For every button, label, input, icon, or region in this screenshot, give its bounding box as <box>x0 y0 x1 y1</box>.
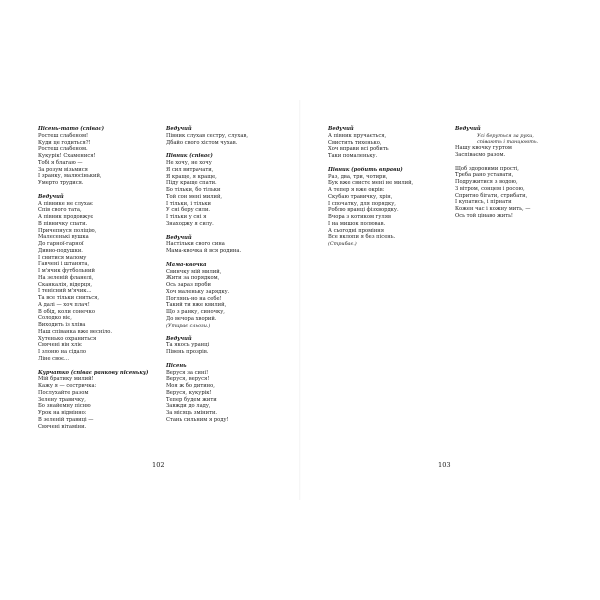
verse-block <box>166 262 284 329</box>
verse-line: Завжди до ладу, <box>166 403 211 410</box>
stage-direction: (Стрибає.) <box>328 241 357 247</box>
verse-line: У сні беру сили. <box>166 207 211 214</box>
verse-line: Мама-квочка й вся родина. <box>166 248 242 254</box>
verse-line: І на мишок полював. <box>328 220 386 227</box>
verse-line: А сьогодні проміння <box>328 227 385 234</box>
verse-line: Свячені вітаміни. <box>38 423 87 430</box>
verse-line: Та якось уранці <box>166 342 210 349</box>
verse-line: Свячені він хліє <box>38 342 82 349</box>
verse-line: В обід, коли сонечко <box>38 308 95 315</box>
verse-line: Солодко віє, <box>38 315 72 322</box>
verse-line: І спочатку, для порядку, <box>328 200 396 207</box>
verse-line: Куди це годиться?! <box>38 139 91 146</box>
verse-line: Хоч вправи всі робить <box>328 146 389 153</box>
verse-block <box>455 166 573 220</box>
verse-line: Бук вже свистє мені не милий, <box>328 180 414 187</box>
verse-line: В півничку спати. <box>38 220 88 227</box>
verse-line: А півнике не слухає <box>38 200 93 207</box>
verse-block <box>166 235 284 255</box>
verse-line: Сканкалія, відерця, <box>38 281 93 288</box>
verse-block <box>166 363 284 424</box>
verse-block <box>328 126 446 160</box>
verse-line: Бо тільки, бо тільки <box>166 187 221 193</box>
verse-line: Дивно-подушки. <box>38 247 83 254</box>
verse-line: Тобі я благаю — <box>38 159 83 166</box>
verse-line: Вчора з котиком гуляв <box>328 214 391 220</box>
verse-line: Скубаю травичку, хрін, <box>328 193 393 200</box>
verse-line: А далі — хоч плач! <box>38 301 90 308</box>
verse-line: Ось зараз проби <box>166 282 211 288</box>
right-column-1 <box>328 126 446 254</box>
verse-block <box>38 370 156 431</box>
verse-line: Стань сильним я роду! <box>166 416 229 423</box>
verse-line: Наш співанка вже весніло. <box>38 328 113 335</box>
verse-line: Мій братику милий! <box>38 376 94 383</box>
verse-line: До вечора хворий. <box>166 315 217 322</box>
verse-block <box>166 336 284 356</box>
verse-line: Спів свого тата, <box>38 207 82 214</box>
verse-line: Нашу квочку гуртом <box>455 145 512 152</box>
speaker-name: Курчатко (співає ранкову пісеньку) <box>38 369 149 376</box>
verse-line: Знаходжу я силу. <box>166 220 214 227</box>
verse-line: Свинчку мій милий, <box>166 268 222 275</box>
speaker-name: Ведучий <box>328 126 354 132</box>
verse-line: Веруся, веруся! <box>166 376 210 383</box>
stage-direction: співають і танцюють. <box>477 138 539 145</box>
verse-line: В зеленій травиці — <box>38 416 94 423</box>
verse-line: І злоню на сідало <box>38 349 87 355</box>
left-column-1 <box>38 126 156 437</box>
verse-line: Кожен час і кожну мить, — <box>455 206 531 213</box>
verse-line: З вітром, сонцем і росою, <box>455 185 525 192</box>
verse-line: Не хочу, не хочу <box>166 160 212 166</box>
page-number-right: 103 <box>438 461 451 469</box>
verse-line: Послухайте разом <box>38 389 89 396</box>
stage-direction: (Утирає сльози.) <box>166 322 211 329</box>
speaker-name: Ведучий <box>166 126 192 132</box>
verse-line: За розум візьмися <box>38 166 88 173</box>
verse-line: Кажу я — сестричка: <box>38 383 97 389</box>
verse-line: Гавчені і штанята, <box>38 261 90 268</box>
verse-line: І зранку, малюсінький, <box>38 173 102 180</box>
verse-line: Зелену травичку, <box>38 396 86 403</box>
verse-line: Щоб здоровими прості, <box>455 165 519 172</box>
verse-line: Спритно бігати, стрибати, <box>455 192 528 199</box>
verse-line: За місяць змінити. <box>166 410 218 417</box>
verse-line: Малесенькі вушка <box>38 234 89 241</box>
verse-line: Ростеш слабеном! <box>38 132 89 139</box>
verse-line: Я сил витрачати, <box>166 166 214 173</box>
verse-line: Свистить тихенько, <box>328 139 382 146</box>
speaker-name: Ведучий <box>166 234 192 241</box>
verse-line: Півник слухав сестру, слухав, <box>166 132 249 139</box>
verse-line: Жити за порядком, <box>166 275 220 282</box>
verse-line: Раз, два, три, чотири, <box>328 173 388 180</box>
verse-line: Заспіваємо разом. <box>455 151 506 158</box>
verse-line: Бо знайемну пісню <box>38 403 91 410</box>
speaker-name: Ведучий <box>455 126 481 132</box>
speaker-name: Мама-квочка <box>166 261 207 268</box>
stage-direction: Усі беруться за руки, <box>477 132 534 139</box>
verse-line: Тепер будем жити <box>166 396 217 403</box>
verse-line: Ліне своє... <box>38 355 69 362</box>
verse-line: Умерто трудися. <box>38 180 84 186</box>
verse-line: А півник пручається, <box>328 132 387 139</box>
verse-line: Причепнуся поліцію, <box>38 227 97 234</box>
verse-line: Той сон мені милий, <box>166 193 223 200</box>
verse-line: Поглянь-но на себе! <box>166 295 222 302</box>
verse-line: І тільки у сні я <box>166 214 207 220</box>
verse-line: Дбайо свого хістом чухав. <box>166 139 238 146</box>
verse-line: І купатись, і пірнати <box>455 199 512 206</box>
verse-line: Моя ж бо дитино, <box>166 383 215 390</box>
verse-line: Півень прозрів. <box>166 349 209 356</box>
verse-line: Веруся, кукурік! <box>166 389 212 396</box>
verse-line: Ростеш слабеном. <box>38 146 88 153</box>
verse-line: Піду краще спати. <box>166 180 217 187</box>
verse-line: На зеленій фланелі, <box>38 274 94 281</box>
left-column-2 <box>166 126 284 431</box>
verse-block <box>166 126 284 146</box>
verse-line: Урок на відмінно: <box>38 410 87 416</box>
verse-block <box>38 194 156 363</box>
verse-line: Такий ти вже квилий, <box>166 302 227 309</box>
verse-block <box>38 126 156 187</box>
speaker-name: Пісень-тато (співає) <box>38 126 105 132</box>
verse-line: Виходить із хліва <box>38 322 86 328</box>
verse-line: І тільки, і тільки <box>166 200 212 207</box>
verse-line: І м'ячик футбольний <box>38 268 95 274</box>
verse-line: Треба рано уставати, <box>455 172 514 179</box>
verse-line: І тенісний м'ячик... <box>38 288 92 295</box>
verse-line: Ось той цінаво жить! <box>455 212 513 219</box>
verse-line: Хоч маленьку зарядку. <box>166 288 230 295</box>
verse-line: Все вклопи я без пісень. <box>328 234 396 241</box>
verse-line: Подружитися з водою, <box>455 179 518 186</box>
verse-line: І снитися малому <box>38 254 87 261</box>
page-number-left: 102 <box>152 461 165 469</box>
verse-block <box>455 126 573 159</box>
verse-line: Настільки свого сина <box>166 241 225 248</box>
right-column-2 <box>455 126 573 227</box>
verse-line: Кукурік! Схаменися! <box>38 153 96 159</box>
verse-line: Хутенько охраниться <box>38 335 97 342</box>
speaker-name: Пісень <box>166 362 187 369</box>
verse-line: Я краще, я краще, <box>166 173 217 180</box>
verse-block <box>328 167 446 247</box>
speaker-name: Ведучий <box>166 335 192 342</box>
verse-block <box>166 153 284 227</box>
verse-line: Що з ранку, синочку, <box>166 309 225 315</box>
speaker-name: Ведучий <box>38 193 64 200</box>
verse-line: Таки помаленьку. <box>328 153 378 159</box>
verse-line: До гарної-гарної <box>38 241 84 247</box>
verse-line: А тепер я вже окрів: <box>328 187 385 193</box>
verse-line: Веруся за сині! <box>166 369 209 376</box>
verse-line: Роблю вранці фізхвордку. <box>328 207 399 214</box>
speaker-name: Півник (робить вправи) <box>328 166 403 173</box>
verse-line: А півник продовжує <box>38 214 94 220</box>
speaker-name: Півник (співає) <box>166 153 213 160</box>
right-page <box>300 0 600 600</box>
verse-line: Та все тільки сниться, <box>38 295 100 301</box>
